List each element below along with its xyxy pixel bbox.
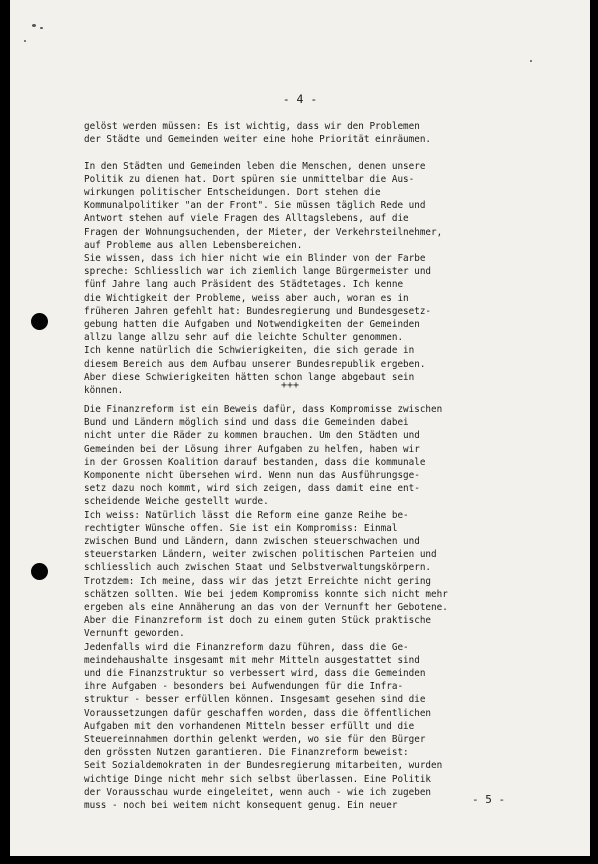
scan-speck [24, 40, 26, 42]
body-section-2: Die Finanzreform ist ein Beweis dafür, dass Kompromisse zwischen Bund und Ländern möglich sind und dass die Gemeinden dabei nicht unter die Räder zu kommen brauchen. Um den Städten und Gemeinden bei der Lösung ihrer Aufgaben zu helfen, haben wir in der Grossen Koalition darauf bestanden, dass die kommunale Komponente nicht übersehen wird. Wenn nun das Ausführungsge- setz dazu noch kommt, wird sich zeigen, dass damit eine ent- scheidende Weiche gestellt wurde. Ich weiss: Natürlich lässt die Reform eine ganze Reihe be- rechtigter Wünsche offen. Sie ist ein Kompromiss: Einmal zwischen Bund und Ländern, dann zwischen steuerschwachen und steuerstarken Ländern, weiter zwischen politischen Parteien und schliesslich auch zwischen Staat und Selbstverwaltungskörpern. Trotzdem: Ich meine, dass wir das jetzt Erreichte nicht gering schätzen sollten. Wie bei jedem Kompromiss konnte sich nicht mehr ergeben als eine Annäherung an das von der Vernunft her Gebotene. Aber die Finanzreform ist doch zu einem guten Stück praktische Vernunft geworden. Jedenfalls wird die Finanzreform dazu führen, dass die Ge- meindehaushalte insgesamt mit mehr Mitteln ausgestattet sind und die Finanzstruktur so verbessert wird, dass die Gemeinden ihre Aufgaben - besonders bei Aufwendungen für die Infra- struktur - besser erfüllen können. Insgesamt gesehen sind die Voraussetzungen dafür geschaffen worden, dass die öffentlichen Aufgaben mit den vorhandenen Mitteln besser erfüllt und die Steuereinnahmen dorthin gelenkt werden, wo sie für den Bürger den grössten Nutzen garantieren. Die Finanzreform beweist: Seit Sozialdemokraten in der Bundesregierung mitarbeiten, wurden wichtige Dinge nicht mehr sich selbst überlassen. Eine Politik der Vorausschau wurde eingeleitet, wenn auch - wie ich zugeben muss - noch bei weitem nicht konsequent genug. Ein neuer [84, 404, 448, 812]
punch-hole-bottom [31, 563, 48, 580]
page-number: - 4 - [282, 92, 318, 106]
scan-speck [32, 24, 36, 27]
document-page [10, 0, 590, 856]
body-section-1: gelöst werden müssen: Es ist wichtig, dass wir den Problemen der Städte und Gemeinden weiter eine hohe Priorität einräumen. In den Städten und Gemeinden leben die Menschen, denen unsere Politik zu dienen hat. Dort spüren sie unmittelbar die Aus- wirkungen politischer Entscheidungen. Dort stehen die Kommunalpolitiker "an der Front". Sie müssen täglich Rede und Antwort stehen auf viele Fragen des Alltagslebens, auf die Fragen der Wohnungsuchenden, der Mieter, der Verkehrsteilnehmer, auf Probleme aus allen Lebensbereichen. Sie wissen, dass ich hier nicht wie ein Blinder von der Farbe spreche: Schliesslich war ich ziemlich lange Bürgermeister und fünf Jahre lang auch Präsident des Städtetages. Ich kenne die Wichtigkeit der Probleme, weiss aber auch, woran es in früheren Jahren gefehlt hat: Bundesregierung und Bundesgesetz- gebung hatten die Aufgaben und Notwendigkeiten der Gemeinden allzu lange allzu sehr auf die leichte Schulter genommen. Ich kenne natürlich die Schwierigkeiten, die sich gerade in diesem Bereich aus dem Aufbau unserer Bundesrepublik ergeben. Aber diese Schwierigkeiten hätten schon lange abgebaut sein können. [84, 121, 443, 397]
scan-speck [530, 60, 532, 62]
punch-hole-top [31, 313, 48, 330]
scan-speck [40, 27, 43, 29]
section-separator: +++ [280, 380, 300, 391]
next-page-indicator: - 5 - [472, 793, 506, 806]
